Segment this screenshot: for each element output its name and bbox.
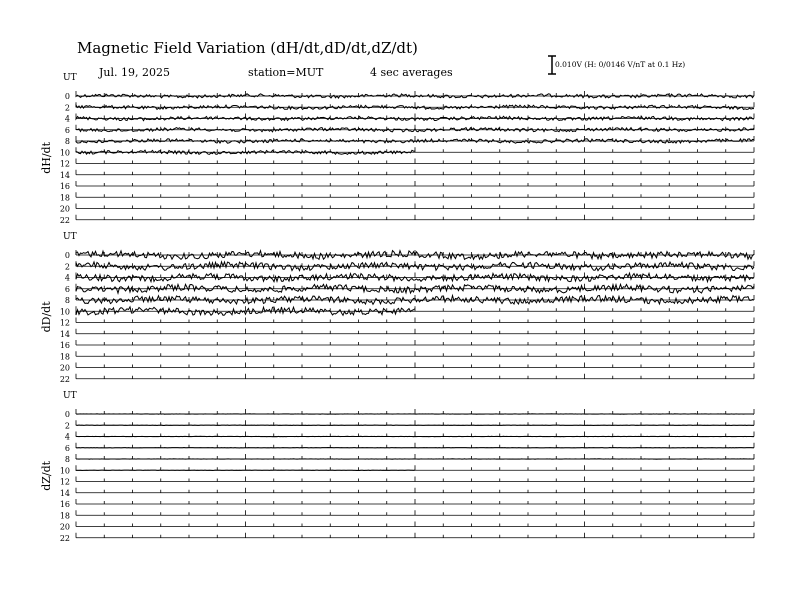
ut-label: UT (63, 232, 77, 242)
row-tick-label: 20 (59, 522, 70, 532)
row-tick-label: 8 (64, 137, 70, 146)
row-tick-label: 16 (59, 341, 70, 350)
row-tick-label: 8 (64, 455, 70, 464)
row-tick-label: 18 (59, 193, 70, 203)
row-tick-label: 8 (64, 296, 70, 305)
row-tick-label: 14 (59, 329, 70, 339)
row-tick-label: 18 (59, 511, 70, 521)
row-tick-label: 6 (64, 125, 70, 135)
chart-title: Magnetic Field Variation (dH/dt,dD/dt,dZ/dt) (77, 39, 418, 57)
row-tick-label: 6 (64, 443, 70, 453)
scale-label: 0.010V (H: 0/0146 V/nT at 0.1 Hz) (555, 60, 686, 69)
row-tick-label: 10 (59, 307, 70, 317)
row-tick-label: 10 (59, 466, 70, 476)
row-tick-label: 12 (59, 159, 70, 169)
row-tick-label: 20 (59, 363, 70, 373)
row-tick-label: 10 (59, 148, 70, 158)
row-tick-label: 2 (64, 103, 70, 113)
row-tick-label: 20 (59, 204, 70, 214)
row-tick-label: 16 (59, 182, 70, 191)
row-tick-label: 16 (59, 500, 70, 509)
station-label: station=MUT (248, 66, 324, 79)
row-tick-label: 12 (59, 318, 70, 328)
row-tick-label: 4 (64, 114, 70, 124)
row-tick-label: 0 (64, 251, 70, 260)
row-tick-label: 12 (59, 477, 70, 487)
panel-ylabel: dZ/dt (40, 460, 53, 491)
row-tick-label: 0 (64, 92, 70, 101)
panel-ylabel: dD/dt (40, 301, 53, 333)
row-tick-label: 4 (64, 273, 70, 283)
date-label: Jul. 19, 2025 (99, 66, 170, 79)
row-tick-label: 22 (59, 215, 70, 225)
row-tick-label: 14 (59, 170, 70, 180)
ut-label: UT (63, 73, 77, 83)
row-tick-label: 2 (64, 262, 70, 272)
panel-ylabel: dH/dt (40, 141, 53, 174)
row-tick-label: 14 (59, 488, 70, 498)
row-tick-label: 4 (64, 432, 70, 442)
averaging-label: 4 sec averages (370, 66, 453, 79)
row-tick-label: 22 (59, 374, 70, 384)
ut-label: UT (63, 391, 77, 401)
row-tick-label: 18 (59, 352, 70, 362)
row-tick-label: 0 (64, 410, 70, 419)
row-tick-label: 2 (64, 421, 70, 431)
row-tick-label: 22 (59, 533, 70, 543)
row-tick-label: 6 (64, 284, 70, 294)
